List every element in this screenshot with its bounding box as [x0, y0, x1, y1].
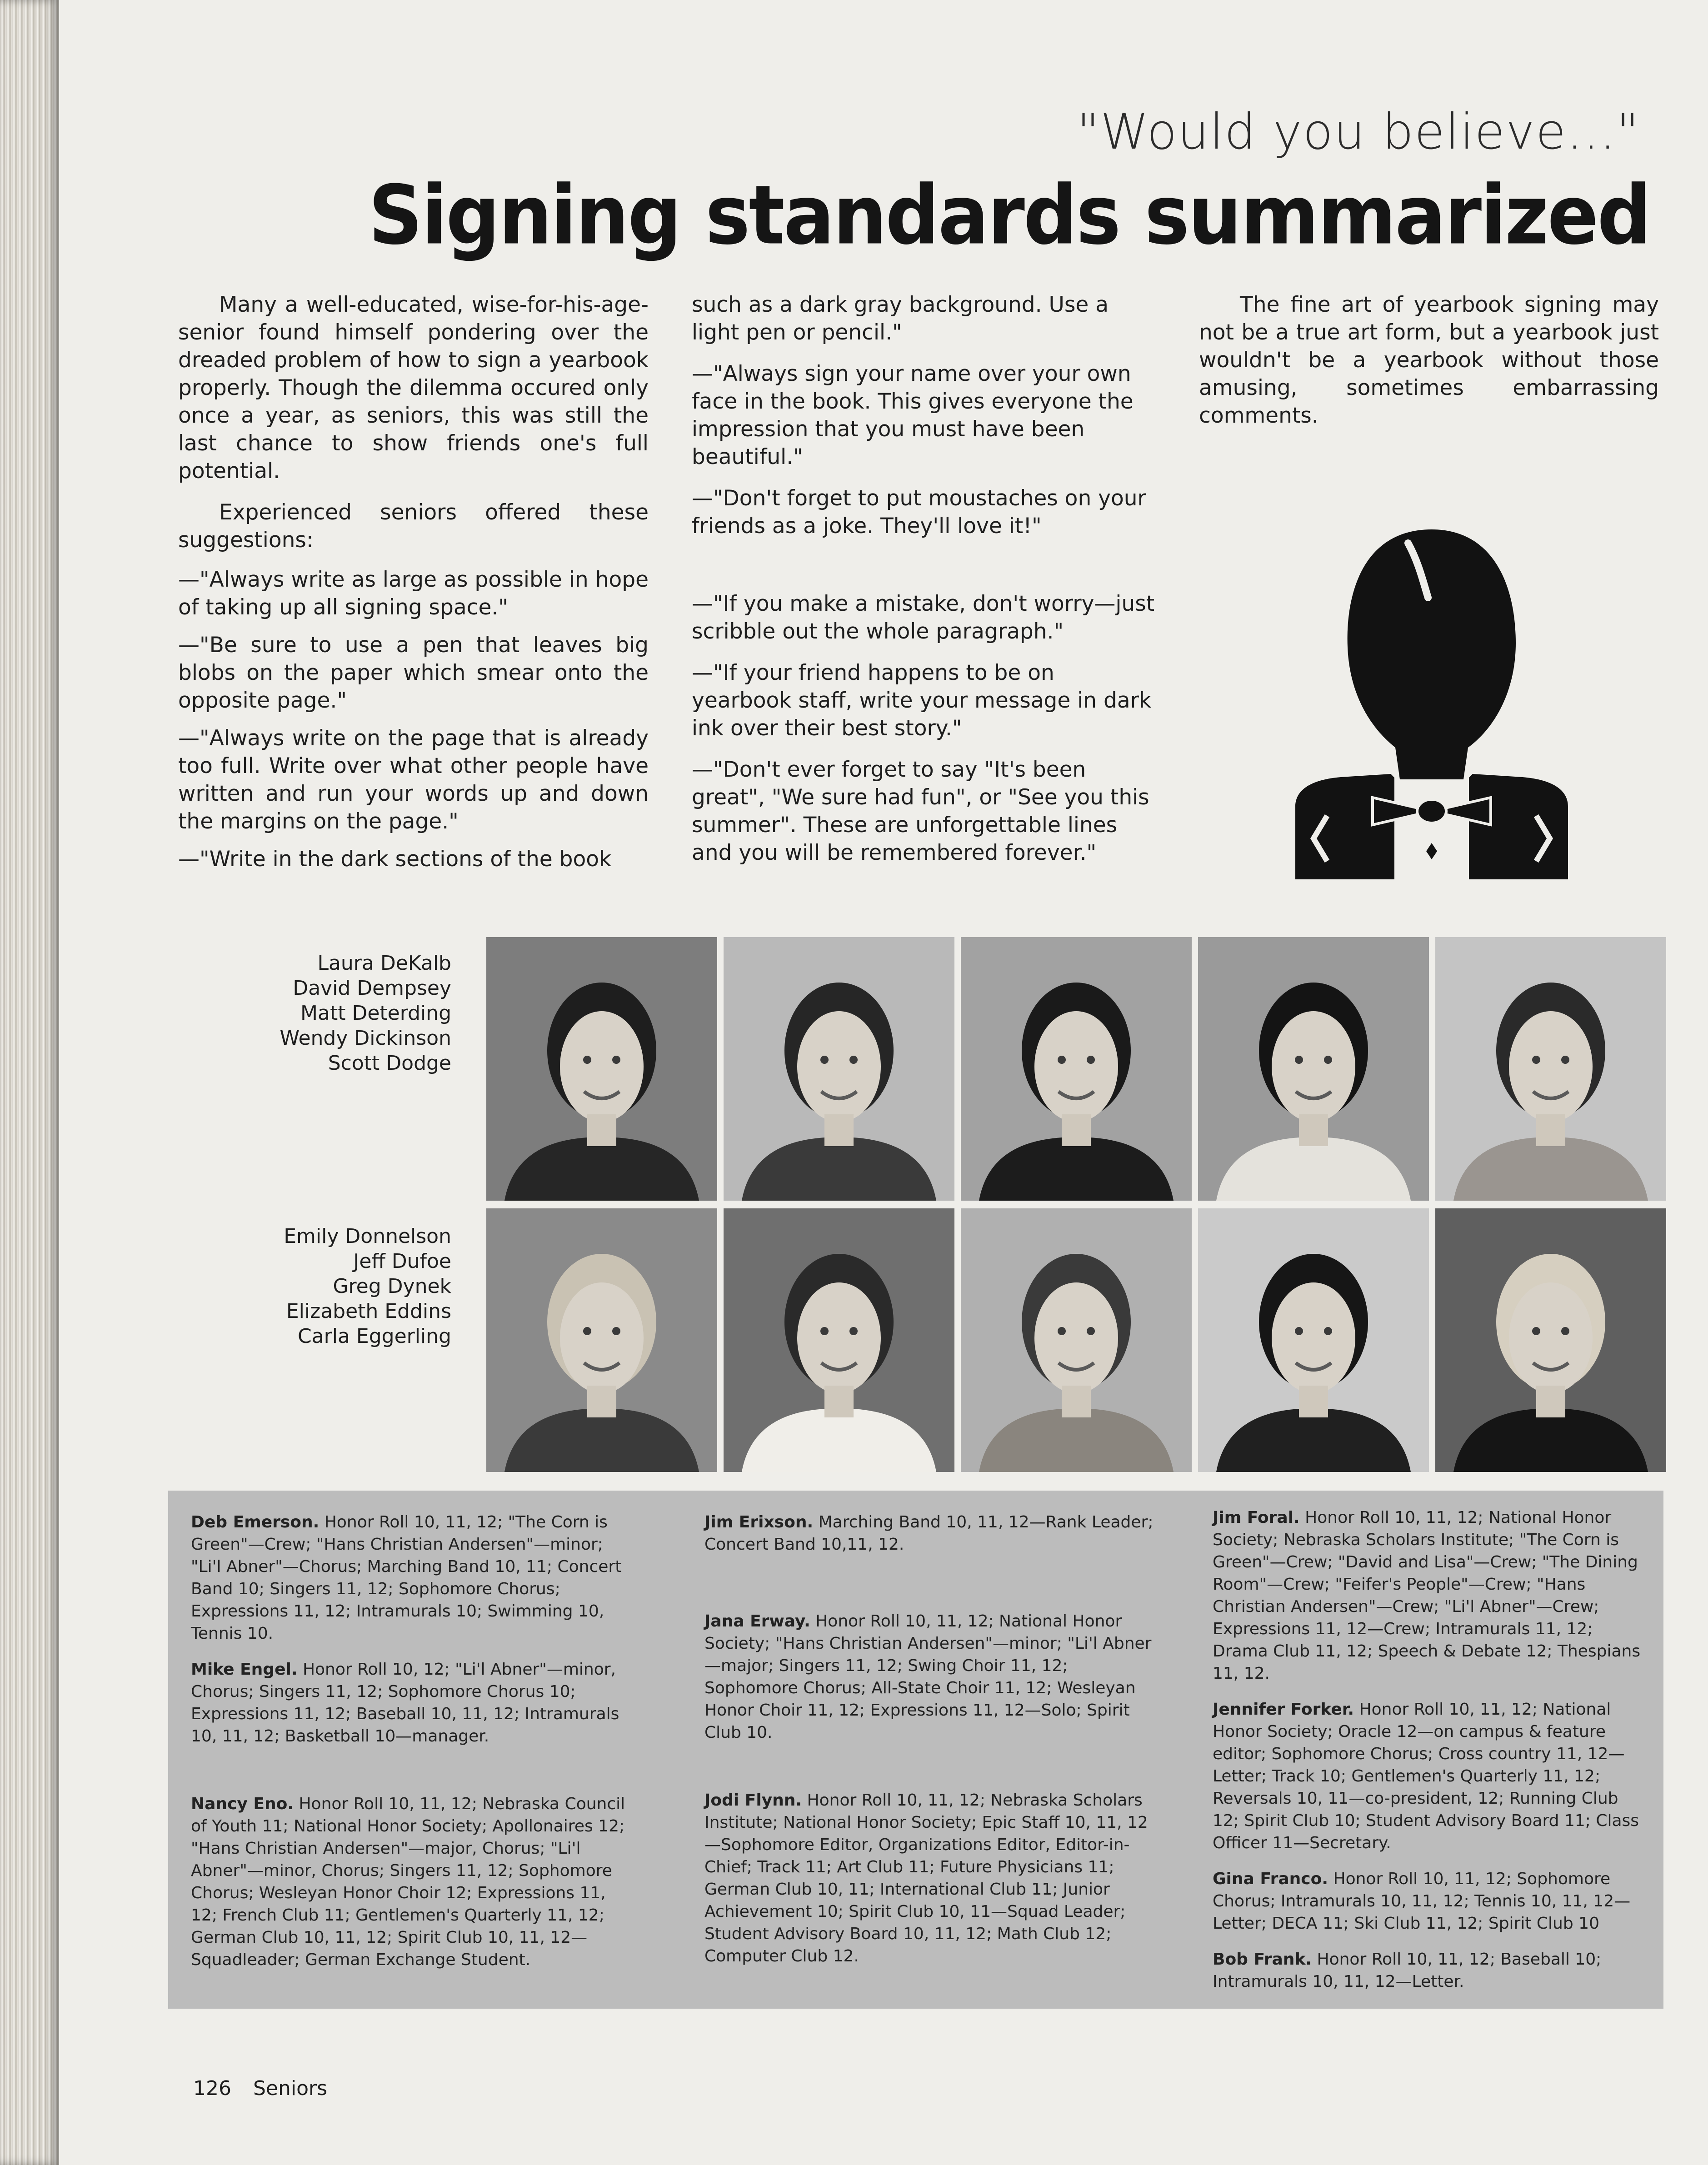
- bio-text: Honor Roll 10, 11, 12; National Honor Society; Nebraska Scholars Institute; "The Corn is Green"—Crew; "David and Lisa"—Crew; "The Dining Room"—Crew; "Feifer's People"—Crew; "Hans Christian Andersen"—Crew; "Li'l Abner"—Crew; Expressions 11, 12—Crew; Intramurals 11, 12; Drama Club 11, 12; Speech & Debate 12; Thespians 11, 12.: [1213, 1508, 1641, 1683]
- bio-name: Bob Frank.: [1213, 1950, 1312, 1969]
- article-column-2: [692, 291, 1158, 880]
- page-number: 126: [193, 2077, 231, 2100]
- bio-text: Honor Roll 10, 11, 12; "The Corn is Green"—Crew; "Hans Christian Andersen"—minor; "Li'l Abner"—Chorus; Marching Band 10, 11; Concert Band 10; Singers 11, 12; Sophomore Chorus; Expressions 11, 12; Intramurals 10; Swimming 10, Tennis 10.: [191, 1513, 622, 1643]
- bio-entry: [191, 1658, 631, 1747]
- section-name: Seniors: [253, 2077, 328, 2100]
- bio-text: Honor Roll 10, 11, 12; Baseball 10; Intramurals 10, 11, 12—Letter.: [1213, 1950, 1602, 1991]
- article-paragraph: The fine art of yearbook signing may not be a true art form, but a yearbook just wouldn't be a yearbook without those amusing, sometimes embarrassing comments.: [1199, 292, 1659, 428]
- student-portrait-photo: [724, 937, 954, 1201]
- article-paragraph: —"Always sign your name over your own face in the book. This gives everyone the impression that you must have been beautiful.": [692, 361, 1134, 469]
- bio-text: Honor Roll 10, 11, 12; Nebraska Council of Youth 11; National Honor Society; Apollonaires 12; "Hans Christian Andersen"—major, Chorus; "Li'l Abner"—minor, Chorus; Singers 11, 12; Sophomore Chorus; Wesleyan Honor Choir 12; Expressions 11, 12; French Club 11; Gentlemen's Quarterly 11, 12; German Club 10, 11, 12; Spirit Club 10, 11, 12—Squadleader; German Exchange Student.: [191, 1795, 625, 1969]
- headline: Signing standards summarized: [368, 168, 1650, 263]
- bio-name: Deb Emerson.: [191, 1513, 320, 1531]
- article-paragraph: —"Always write on the page that is already too full. Write over what other people have written and run your words up and down the margins on the page.": [178, 726, 649, 834]
- student-name: Carla Eggerling: [297, 1325, 451, 1348]
- student-portrait-photo: [1198, 1208, 1429, 1472]
- bio-entry: [191, 1793, 631, 1971]
- student-portrait-photo: [961, 937, 1192, 1201]
- bio-entry: [704, 1789, 1159, 1967]
- bio-column-2: [704, 1511, 1159, 1967]
- student-portrait-photo: [1435, 937, 1666, 1201]
- bio-column-3: [1213, 1507, 1644, 1993]
- article-paragraph: —"Don't forget to put moustaches on your friends as a joke. They'll love it!": [692, 486, 1146, 539]
- article-paragraph: —"If you make a mistake, don't worry—just scribble out the whole paragraph.": [692, 591, 1155, 644]
- student-portrait-photo: [724, 1208, 954, 1472]
- student-name: Scott Dodge: [328, 1052, 451, 1075]
- bio-text: Honor Roll 10, 11, 12; National Honor Society; Oracle 12—on campus & feature editor; Sophomore Chorus; Cross country 11, 12—Letter; Track 10; Gentlemen's Quarterly 11, 12; Reversals 10, 11—co-president, 12; Running Club 12; Spirit Club 10; Student Advisory Board 11; Class Officer 11—Secretary.: [1213, 1700, 1639, 1852]
- bio-entry: [1213, 1507, 1644, 1685]
- kicker-quote: "Would you believe...": [1077, 104, 1640, 160]
- bio-name: Jim Erixson.: [704, 1513, 814, 1531]
- student-name: Wendy Dickinson: [280, 1027, 451, 1050]
- student-name: Greg Dynek: [333, 1275, 451, 1298]
- bio-name: Jana Erway.: [704, 1612, 810, 1631]
- student-name: David Dempsey: [293, 977, 451, 1000]
- bio-name: Jodi Flynn.: [704, 1791, 802, 1810]
- student-portrait-photo: [486, 1208, 717, 1472]
- student-portrait-photo: [1435, 1208, 1666, 1472]
- bio-name: Nancy Eno.: [191, 1795, 294, 1813]
- article-column-3: [1199, 291, 1659, 443]
- student-name: Laura DeKalb: [317, 952, 451, 975]
- bio-column-1: [191, 1511, 631, 1971]
- bio-name: Jim Foral.: [1213, 1508, 1300, 1527]
- page-footer: [193, 2077, 327, 2100]
- bio-entry: [704, 1511, 1159, 1556]
- bio-entry: [1213, 1868, 1644, 1935]
- article-paragraph: Experienced seniors offered these suggestions:: [178, 500, 649, 553]
- article-paragraph: —"If your friend happens to be on yearbook staff, write your message in dark ink over their best story.": [692, 660, 1152, 741]
- student-portrait-photo: [1198, 937, 1429, 1201]
- article-paragraph: such as a dark gray background. Use a light pen or pencil.": [692, 292, 1109, 345]
- article-paragraph: —"Always write as large as possible in hope of taking up all signing space.": [178, 567, 649, 620]
- bio-text: Marching Band 10, 11, 12—Rank Leader; Concert Band 10,11, 12.: [704, 1513, 1154, 1554]
- portrait-names-row-1: [280, 951, 451, 1076]
- student-name: Matt Deterding: [300, 1002, 451, 1025]
- portrait-names-row-2: [284, 1224, 451, 1349]
- bio-name: Gina Franco.: [1213, 1870, 1328, 1888]
- bio-entry: [191, 1511, 631, 1645]
- bio-name: Jennifer Forker.: [1213, 1700, 1354, 1719]
- bio-text: Honor Roll 10, 11, 12; Sophomore Chorus; Intramurals 10, 11, 12; Tennis 10, 11, 12—Letter; DECA 11; Ski Club 11, 12; Spirit Club 10: [1213, 1870, 1631, 1933]
- bio-name: Mike Engel.: [191, 1660, 298, 1679]
- bio-entry: [1213, 1698, 1644, 1854]
- bio-text: Honor Roll 10, 12; "Li'l Abner"—minor, Chorus; Singers 11, 12; Sophomore Chorus 10; Expressions 11, 12; Baseball 10, 11, 12; Intramurals 10, 11, 12; Basketball 10—manager.: [191, 1660, 619, 1746]
- article-column-1: [178, 291, 649, 887]
- tuxedo-silhouette-illustration: [1286, 525, 1577, 879]
- student-name: Emily Donnelson: [284, 1225, 451, 1248]
- article-paragraph: —"Be sure to use a pen that leaves big blobs on the paper which smear onto the opposite page.": [178, 633, 649, 713]
- article-paragraph: Many a well-educated, wise-for-his-age-senior found himself pondering over the dreaded problem of how to sign a yearbook properly. Though the dilemma occured only once a year, as seniors, this was still the last chance to show friends one's full potential.: [178, 292, 649, 484]
- article-paragraph: —"Write in the dark sections of the book: [178, 847, 612, 872]
- book-page-edge: [0, 0, 59, 2165]
- bio-text: Honor Roll 10, 11, 12; Nebraska Scholars Institute; National Honor Society; Epic Staff 10, 11, 12—Sophomore Editor, Organizations Editor, Editor-in-Chief; Track 11; Art Club 11; Future Physicians 11; German Club 10, 11; International Club 11; Junior Achievement 10; Spirit Club 10, 11—Squad Leader; Student Advisory Board 10, 11, 12; Math Club 12; Computer Club 12.: [704, 1791, 1148, 1965]
- student-portrait-photo: [486, 937, 717, 1201]
- bio-text: Honor Roll 10, 11, 12; National Honor Society; "Hans Christian Andersen"—minor; "Li'l Abner—major; Singers 11, 12; Swing Choir 11, 12; Sophomore Chorus; All-State Choir 11, 12; Wesleyan Honor Choir 11, 12; Expressions 11, 12—Solo; Spirit Club 10.: [704, 1612, 1152, 1742]
- student-name: Elizabeth Eddins: [286, 1300, 451, 1323]
- student-name: Jeff Dufoe: [353, 1250, 451, 1273]
- bio-entry: [704, 1610, 1159, 1744]
- bio-entry: [1213, 1948, 1644, 1993]
- student-portrait-photo: [961, 1208, 1192, 1472]
- article-paragraph: —"Don't ever forget to say "It's been great", "We sure had fun", or "See you this summer". These are unforgettable lines and you will be remembered forever.": [692, 757, 1149, 865]
